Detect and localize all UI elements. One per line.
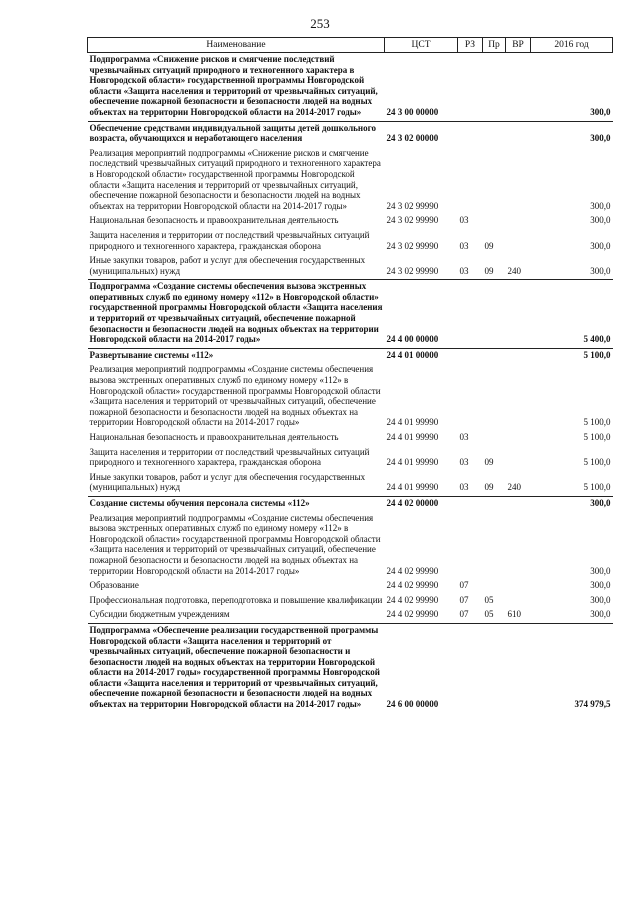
row-amount: 374 979,5	[531, 623, 613, 712]
row-section-code	[458, 512, 483, 580]
row-expense-type-code: 240	[507, 265, 521, 276]
row-amount: 300,0	[590, 106, 611, 117]
row-name: Защита населения и территории от последствий чрезвычайных ситуаций природного и техногенного характера, гражданская оборона	[89, 229, 370, 251]
table-row	[88, 512, 613, 580]
page-number: 253	[310, 16, 330, 31]
row-subsection-code	[483, 53, 506, 122]
table-row	[88, 471, 613, 497]
row-section-code	[458, 147, 483, 215]
row-section-code: 07	[459, 609, 469, 620]
row-subsection-code: 05	[484, 594, 494, 605]
row-subsection-code	[483, 431, 506, 446]
row-csr-code: 24 4 01 99990	[386, 417, 439, 428]
row-section-code: 03	[459, 240, 469, 251]
row-csr-code: 24 3 02 99990	[386, 200, 439, 211]
row-expense-type-code	[506, 53, 531, 122]
row-subsection-code	[483, 496, 506, 511]
row-subsection-code	[483, 512, 506, 580]
row-expense-type-code	[506, 623, 531, 712]
row-csr-code: 24 4 00 00000	[385, 280, 458, 349]
row-name: Обеспечение средствами индивидуальной защиты детей дошкольного возраста, обучающихся и неработающего населения	[88, 121, 385, 147]
row-csr-code: 24 4 02 99990	[386, 594, 439, 605]
table-row	[88, 214, 613, 229]
row-subsection-code	[483, 348, 506, 363]
row-amount: 300,0	[590, 609, 611, 620]
row-name: Подпрограмма «Создание системы обеспечения вызова экстренных оперативных служб по единому номеру «112» в Новгородской области» государственной программы Новгородской области «Защита населения и территорий от чрезвычайных ситуаций, обеспечение пожарной безопасности и безопасности людей на водных объектах на территории Новгородской области на 2014-2017 годы»	[88, 280, 385, 349]
row-csr-code: 24 3 02 99990	[386, 215, 439, 226]
row-expense-type-code	[506, 363, 531, 431]
row-section-code	[458, 348, 483, 363]
row-amount: 300,0	[590, 200, 611, 211]
row-section-code	[458, 623, 483, 712]
row-name: Реализация мероприятий подпрограммы «Создание системы обеспечения вызова экстренных оперативных служб по единому номеру «112» в Новгородской области» государственной программы Новгородской области «Защита населения и территорий от чрезвычайных ситуаций, обеспечение пожарной безопасности и безопасности людей на водных объектах на территории Новгородской области на 2014-2017 годы»	[89, 364, 381, 428]
header-amount: 2016 год	[531, 38, 613, 53]
table-row	[88, 608, 613, 623]
budget-table	[87, 37, 613, 713]
row-amount: 300,0	[590, 580, 611, 591]
row-expense-type-code	[506, 229, 531, 254]
row-subsection-code	[483, 363, 506, 431]
row-amount: 5 400,0	[531, 280, 613, 349]
row-name: Реализация мероприятий подпрограммы «Снижение рисков и смягчение последствий чрезвычайных ситуаций природного и техногенного характера в Новгородской области» государственной программы Новгородской области «Защита населения и территорий от чрезвычайных ситуаций, обеспечение пожарной безопасности и безопасности людей на водных объектах на территории Новгородской области на 2014-2017 годы»	[89, 147, 381, 211]
row-amount: 300,0	[590, 240, 611, 251]
row-subsection-code	[483, 214, 506, 229]
row-expense-type-code	[506, 512, 531, 580]
row-subsection-code	[483, 280, 506, 349]
row-csr-code: 24 6 00 00000	[385, 623, 458, 712]
row-amount: 300,0	[590, 215, 611, 226]
row-name: Профессиональная подготовка, переподготовка и повышение квалификации	[89, 594, 383, 605]
row-expense-type-code	[506, 121, 531, 147]
row-subsection-code	[483, 147, 506, 215]
row-amount: 5 100,0	[583, 482, 611, 493]
row-name: Создание системы обучения персонала системы «112»	[88, 496, 385, 511]
table-row	[88, 348, 613, 363]
header-rz: РЗ	[458, 38, 483, 53]
row-expense-type-code	[506, 496, 531, 511]
table-row	[88, 431, 613, 446]
row-csr-code: 24 4 01 99990	[386, 432, 439, 442]
row-amount: 5 100,0	[531, 348, 613, 363]
row-subsection-code: 09	[484, 265, 494, 276]
row-csr-code: 24 3 02 00000	[385, 121, 458, 147]
header-name: Наименование	[88, 38, 385, 53]
table-row	[88, 594, 613, 609]
row-expense-type-code: 610	[507, 609, 521, 620]
header-vr: ВР	[506, 38, 531, 53]
row-subsection-code: 09	[484, 457, 494, 468]
header-csr: ЦСТ	[385, 38, 458, 53]
row-name: Подпрограмма «Обеспечение реализации государственной программы Новгородской области «Защита населения и территорий от чрезвычайных ситуаций, обеспечение пожарной безопасности и безопасности людей на водных объектах на территории Новгородской области на 2014-2017 годы» государственной программы Новгородской области «Защита населения и территорий от чрезвычайных ситуаций, обеспечение пожарной безопасности и безопасности людей на водных объектах на территории Новгородской области на 2014-2017 годы»	[88, 623, 385, 712]
row-section-code	[458, 121, 483, 147]
row-name: Национальная безопасность и правоохранительная деятельность	[89, 432, 339, 442]
row-subsection-code: 05	[484, 609, 494, 620]
row-section-code: 03	[459, 482, 469, 493]
row-expense-type-code	[506, 446, 531, 471]
table-row	[88, 229, 613, 254]
table-header-row	[88, 38, 613, 53]
row-name: Защита населения и территории от последствий чрезвычайных ситуаций природного и техногенного характера, гражданская оборона	[89, 446, 370, 468]
row-section-code: 07	[459, 594, 469, 605]
table-row	[88, 254, 613, 280]
row-subsection-code: 09	[484, 240, 494, 251]
row-csr-code: 24 3 00 00000	[386, 106, 439, 117]
row-section-code	[458, 496, 483, 511]
header-pr: Пр	[483, 38, 506, 53]
row-csr-code: 24 4 01 99990	[386, 457, 439, 468]
row-expense-type-code	[506, 214, 531, 229]
row-csr-code: 24 4 02 99990	[386, 609, 439, 620]
table-row	[88, 363, 613, 431]
row-section-code: 03	[459, 457, 469, 468]
row-csr-code: 24 4 02 99990	[386, 565, 439, 576]
row-csr-code: 24 4 01 99990	[386, 482, 439, 493]
table-row	[88, 623, 613, 712]
row-expense-type-code	[506, 280, 531, 349]
row-name: Образование	[89, 580, 139, 591]
row-amount: 300,0	[590, 265, 611, 276]
row-expense-type-code	[506, 431, 531, 446]
table-row	[88, 579, 613, 594]
row-amount: 5 100,0	[583, 417, 611, 428]
row-csr-code: 24 3 02 99990	[386, 265, 439, 276]
row-amount: 300,0	[590, 565, 611, 576]
row-amount: 300,0	[531, 121, 613, 147]
row-name: Иные закупки товаров, работ и услуг для обеспечения государственных (муниципальных) нужд	[89, 471, 366, 493]
row-section-code: 07	[459, 580, 469, 591]
table-row	[88, 147, 613, 215]
row-section-code	[458, 280, 483, 349]
row-subsection-code: 09	[484, 482, 494, 493]
row-name: Национальная безопасность и правоохранительная деятельность	[89, 215, 339, 226]
row-expense-type-code	[506, 147, 531, 215]
row-expense-type-code: 240	[507, 482, 521, 493]
row-amount: 5 100,0	[583, 432, 611, 442]
table-row	[88, 280, 613, 349]
table-row	[88, 446, 613, 471]
row-amount: 300,0	[590, 594, 611, 605]
table-row	[88, 53, 613, 122]
row-subsection-code	[483, 579, 506, 594]
row-csr-code: 24 4 02 99990	[386, 580, 439, 591]
row-expense-type-code	[506, 579, 531, 594]
row-name: Иные закупки товаров, работ и услуг для обеспечения государственных (муниципальных) нужд	[89, 255, 366, 276]
row-section-code: 03	[459, 265, 469, 276]
row-amount: 5 100,0	[583, 457, 611, 468]
row-section-code	[458, 363, 483, 431]
row-csr-code: 24 4 01 00000	[385, 348, 458, 363]
table-row	[88, 496, 613, 511]
row-name: Подпрограмма «Снижение рисков и смягчение последствий чрезвычайных ситуаций природного и техногенного характера в Новгородской области» государственной программы Новгородской области «Защита населения и территорий от чрезвычайных ситуаций, обеспечение пожарной безопасности и безопасности людей на водных объектах на территории Новгородской области на 2014-2017 годы»	[89, 54, 378, 117]
row-name: Субсидии бюджетным учреждениям	[89, 609, 230, 620]
row-section-code	[458, 53, 483, 122]
row-csr-code: 24 3 02 99990	[386, 240, 439, 251]
row-section-code: 03	[459, 215, 469, 226]
row-expense-type-code	[506, 594, 531, 609]
row-name: Развертывание системы «112»	[88, 348, 385, 363]
row-subsection-code	[483, 121, 506, 147]
row-csr-code: 24 4 02 00000	[385, 496, 458, 511]
table-row	[88, 121, 613, 147]
row-expense-type-code	[506, 348, 531, 363]
row-subsection-code	[483, 623, 506, 712]
row-amount: 300,0	[531, 496, 613, 511]
row-name: Реализация мероприятий подпрограммы «Создание системы обеспечения вызова экстренных оперативных служб по единому номеру «112» в Новгородской области» государственной программы Новгородской области «Защита населения и территорий от чрезвычайных ситуаций, обеспечение пожарной безопасности и безопасности людей на водных объектах на территории Новгородской области на 2014-2017 годы»	[89, 512, 381, 576]
row-section-code: 03	[459, 432, 469, 442]
